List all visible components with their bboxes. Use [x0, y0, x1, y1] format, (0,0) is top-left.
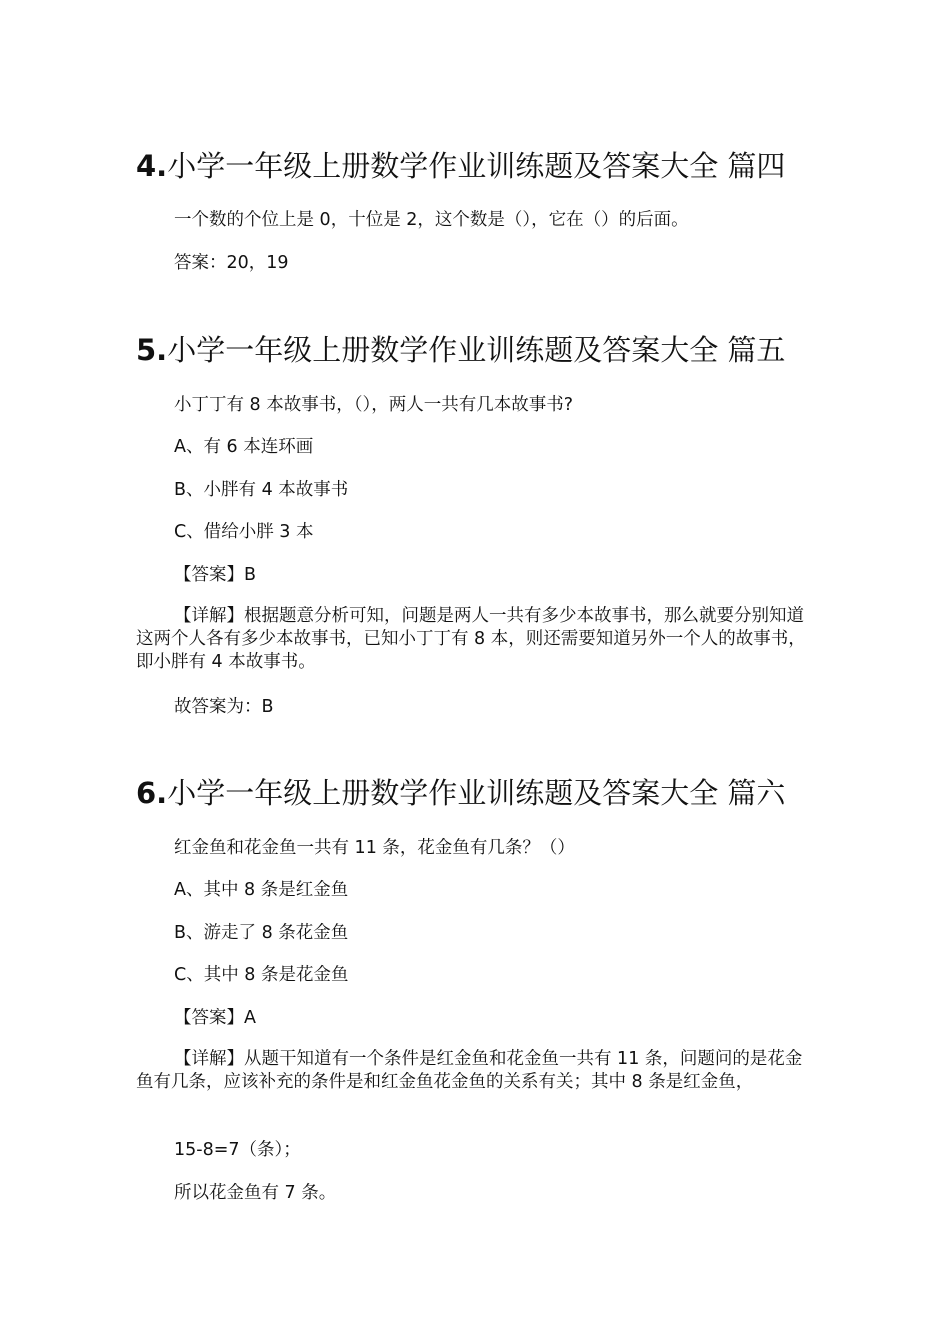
option-a: A、其中 8 条是红金鱼 — [174, 880, 349, 900]
section-title: 小学一年级上册数学作业训练题及答案大全 篇五 — [167, 333, 786, 367]
section-number: 6. — [136, 776, 168, 810]
explanation-text: 【详解】从题干知道有一个条件是红金鱼和花金鱼一共有 11 条，问题问的是花金鱼有几条，应该补充的条件是和红金鱼花金鱼的关系有关；其中 8 条是红金鱼， — [136, 1049, 803, 1092]
section-heading-4 — [136, 148, 836, 184]
option-c: C、借给小胖 3 本 — [174, 522, 314, 542]
section-title: 小学一年级上册数学作业训练题及答案大全 篇六 — [167, 776, 786, 810]
section-number: 5. — [136, 333, 168, 367]
final-answer: 故答案为：B — [174, 697, 274, 717]
answer-label: 【答案】B — [174, 565, 257, 585]
question-text: 红金鱼和花金鱼一共有 11 条，花金鱼有几条？（） — [174, 838, 575, 858]
explanation-text: 【详解】根据题意分析可知，问题是两人一共有多少本故事书，那么就要分别知道这两个人各有多少本故事书，已知小丁丁有 8 本，则还需要知道另外一个人的故事书，即小胖有 4 本故事书。 — [136, 606, 806, 672]
option-a: A、有 6 本连环画 — [174, 437, 314, 457]
section-number: 4. — [136, 149, 168, 183]
conclusion-line: 所以花金鱼有 7 条。 — [174, 1183, 337, 1203]
calculation-line: 15-8=7（条）； — [174, 1140, 301, 1160]
option-c: C、其中 8 条是花金鱼 — [174, 965, 349, 985]
answer-label: 【答案】A — [174, 1008, 256, 1028]
question-text: 小丁丁有 8 本故事书，（），两人一共有几本故事书? — [174, 395, 574, 415]
section-heading-5 — [136, 332, 836, 368]
answer-text: 答案：20，19 — [174, 253, 289, 273]
section-heading-6 — [136, 775, 836, 811]
question-text: 一个数的个位上是 0，十位是 2，这个数是（），它在（）的后面。 — [174, 210, 689, 230]
option-b: B、小胖有 4 本故事书 — [174, 480, 349, 500]
option-b: B、游走了 8 条花金鱼 — [174, 923, 349, 943]
section-title: 小学一年级上册数学作业训练题及答案大全 篇四 — [167, 149, 786, 183]
